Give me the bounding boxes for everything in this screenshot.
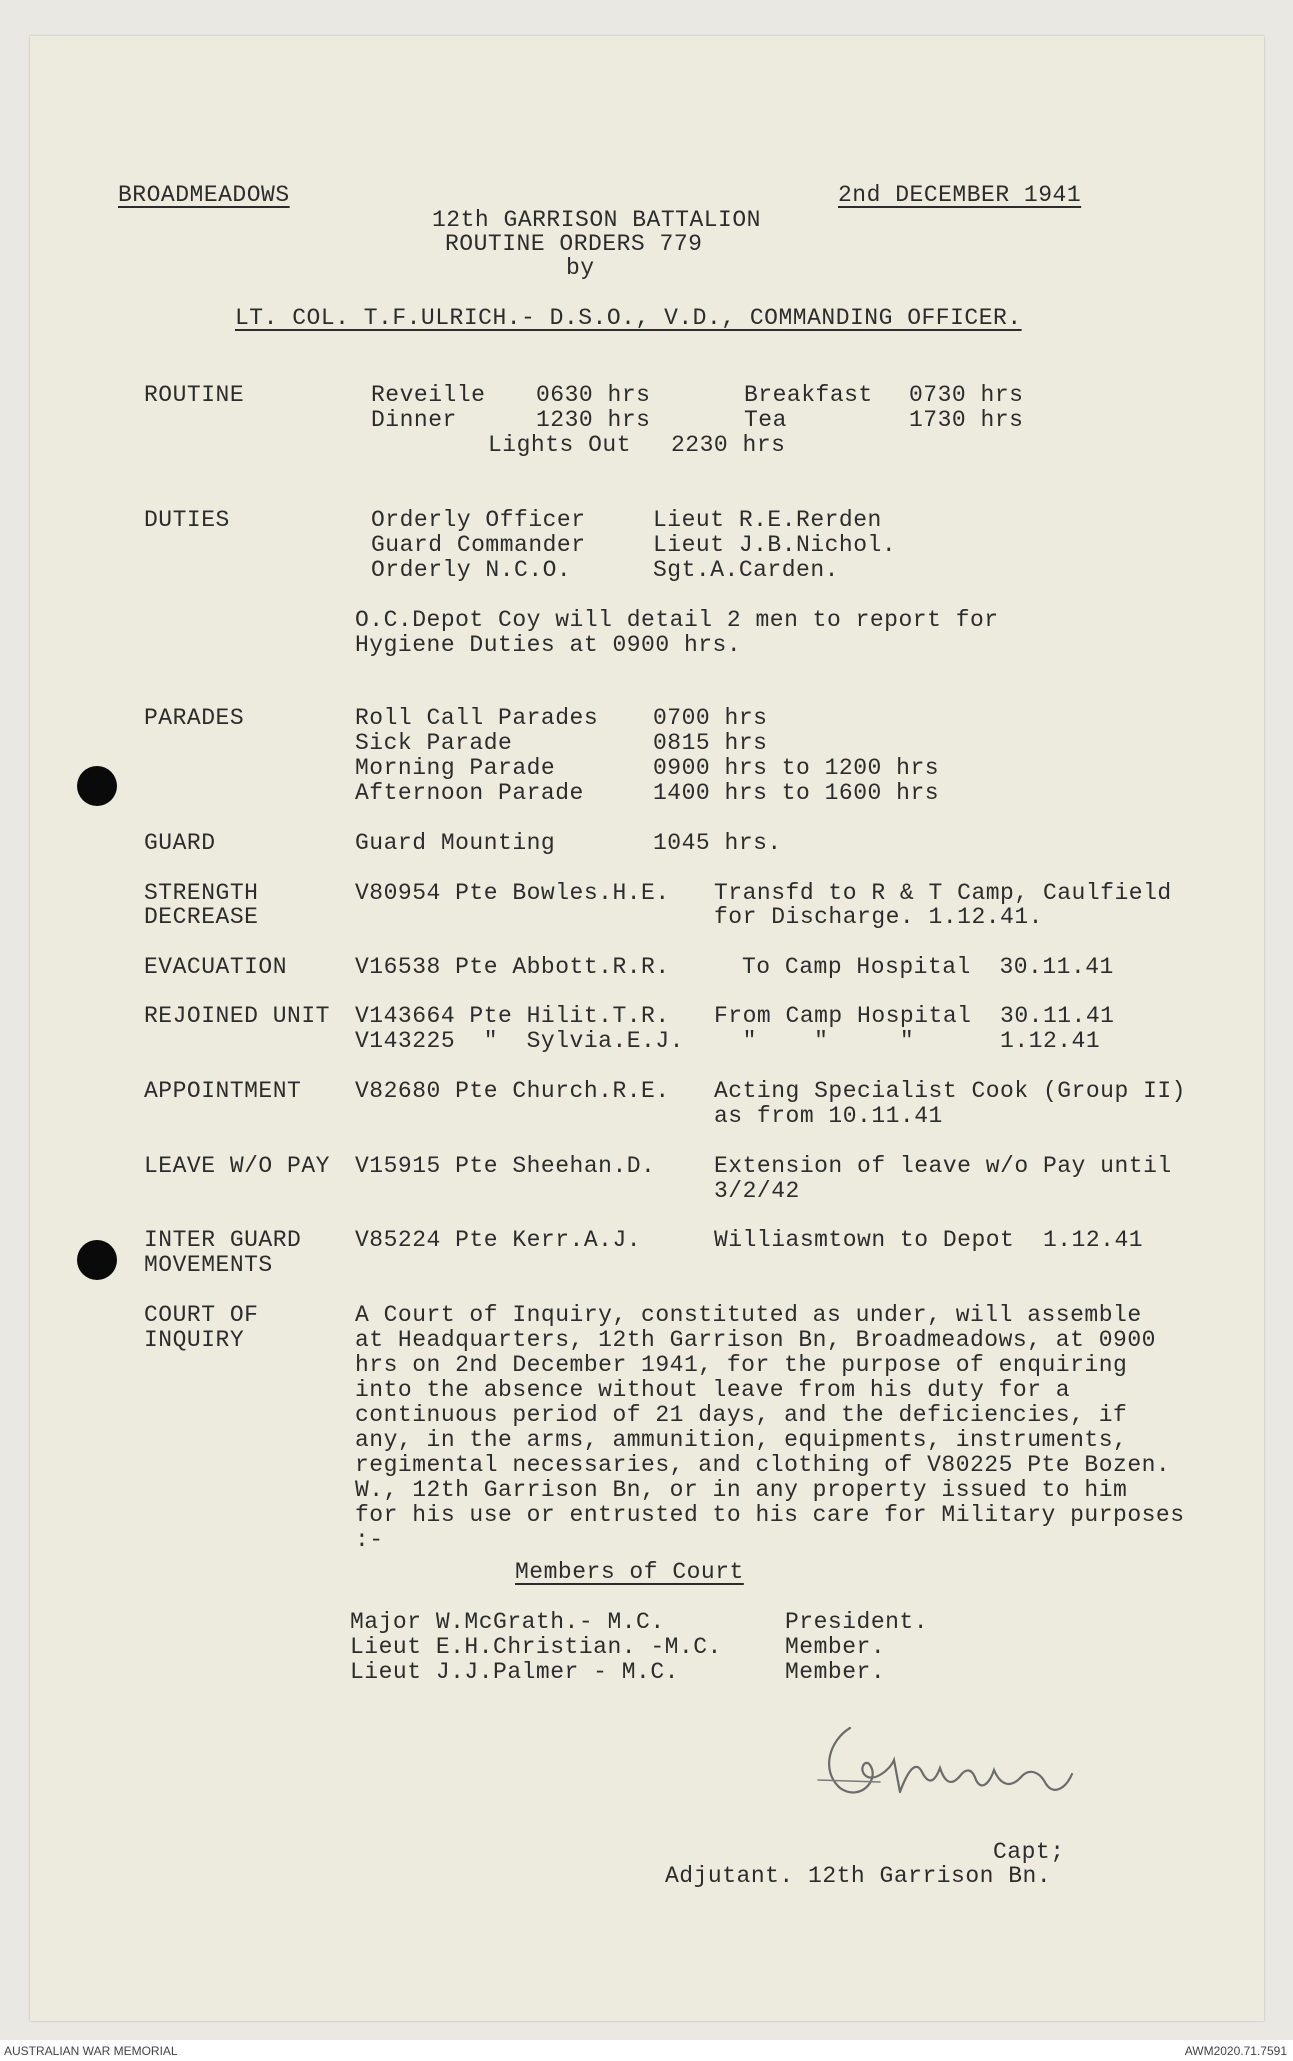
punch-hole — [77, 766, 117, 806]
member-role: Member. — [785, 1634, 886, 1660]
duty-name: Sgt.A.Carden. — [653, 557, 839, 583]
parade-time: 1400 hrs to 1600 hrs — [653, 780, 940, 806]
punch-hole — [77, 1240, 117, 1280]
duty-role: Guard Commander — [371, 532, 586, 558]
court-text-line: continuous period of 21 days, and the deficiencies, if — [355, 1402, 1128, 1428]
evacuation-soldier: V16538 Pte Abbott.R.R. — [355, 954, 670, 980]
rejoined-detail: " " " 1.12.41 — [714, 1028, 1101, 1054]
rejoined-detail: From Camp Hospital 30.11.41 — [714, 1003, 1115, 1029]
court-text-line: A Court of Inquiry, constituted as under, will assemble — [355, 1302, 1142, 1328]
lights-out-time: 2230 hrs — [671, 432, 786, 458]
court-text-line: for his use or entrusted to his care for Military purposes — [355, 1502, 1185, 1528]
decrease-label: DECREASE — [144, 904, 259, 930]
member-name: Lieut E.H.Christian. -M.C. — [350, 1634, 722, 1660]
member-role: President. — [785, 1609, 929, 1635]
rejoined-soldier: V143225 " Sylvia.E.J. — [355, 1028, 684, 1054]
leave-detail: 3/2/42 — [714, 1178, 800, 1204]
inquiry-label: INQUIRY — [144, 1327, 245, 1353]
strength-detail: Transfd to R & T Camp, Caulfield — [714, 880, 1172, 906]
reveille-time: 0630 hrs — [536, 382, 651, 408]
tea-time: 1730 hrs — [909, 407, 1024, 433]
members-title: Members of Court — [515, 1559, 744, 1585]
duty-role: Orderly N.C.O. — [371, 557, 572, 583]
tea: Tea — [744, 407, 787, 433]
appointment-detail: as from 10.11.41 — [714, 1103, 943, 1129]
court-text-line: hrs on 2nd December 1941, for the purpose of enquiring — [355, 1352, 1128, 1378]
appointment-label: APPOINTMENT — [144, 1078, 302, 1104]
parade-name: Sick Parade — [355, 730, 513, 756]
inter-guard-label: INTER GUARD — [144, 1227, 302, 1253]
location: BROADMEADOWS — [118, 182, 290, 208]
leave-label: LEAVE W/O PAY — [144, 1153, 330, 1179]
duty-role: Orderly Officer — [371, 507, 586, 533]
court-text-line: W., 12th Garrison Bn, or in any property issued to him — [355, 1477, 1128, 1503]
parade-time: 0900 hrs to 1200 hrs — [653, 755, 940, 781]
leave-soldier: V15915 Pte Sheehan.D. — [355, 1153, 656, 1179]
member-role: Member. — [785, 1659, 886, 1685]
parades-label: PARADES — [144, 705, 245, 731]
dinner: Dinner — [371, 407, 457, 433]
footer-left: AUSTRALIAN WAR MEMORIAL — [4, 2044, 178, 2058]
parade-name: Morning Parade — [355, 755, 556, 781]
member-name: Lieut J.J.Palmer - M.C. — [350, 1659, 679, 1685]
strength-soldier: V80954 Pte Bowles.H.E. — [355, 880, 670, 906]
document-date: 2nd DECEMBER 1941 — [838, 182, 1082, 208]
dinner-time: 1230 hrs — [536, 407, 651, 433]
parade-name: Afternoon Parade — [355, 780, 584, 806]
parade-time: 0815 hrs — [653, 730, 768, 756]
lights-out: Lights Out — [488, 432, 632, 458]
guard-label: GUARD — [144, 830, 216, 856]
signatory-rank: Capt; — [993, 1839, 1065, 1865]
strength-detail: for Discharge. 1.12.41. — [714, 904, 1043, 930]
duty-name: Lieut R.E.Rerden — [653, 507, 882, 533]
duties-label: DUTIES — [144, 507, 230, 533]
rejoined-label: REJOINED UNIT — [144, 1003, 330, 1029]
parade-name: Roll Call Parades — [355, 705, 599, 731]
handwritten-signature — [810, 1710, 1150, 1820]
court-text-line: regimental necessaries, and clothing of V80225 Pte Bozen. — [355, 1452, 1171, 1478]
strength-label: STRENGTH — [144, 880, 259, 906]
guard-time: 1045 hrs. — [653, 830, 782, 856]
inter-guard-detail: Williasmtown to Depot 1.12.41 — [714, 1227, 1144, 1253]
breakfast: Breakfast — [744, 382, 873, 408]
member-name: Major W.McGrath.- M.C. — [350, 1609, 665, 1635]
court-text-line: into the absence without leave from his duty for a — [355, 1377, 1071, 1403]
court-text-line: :- — [355, 1527, 384, 1553]
duties-note: O.C.Depot Coy will detail 2 men to report for — [355, 607, 999, 633]
unit-title: 12th GARRISON BATTALION — [432, 207, 761, 233]
parade-time: 0700 hrs — [653, 705, 768, 731]
breakfast-time: 0730 hrs — [909, 382, 1024, 408]
movements-label: MOVEMENTS — [144, 1252, 273, 1278]
inter-guard-soldier: V85224 Pte Kerr.A.J. — [355, 1227, 642, 1253]
evacuation-label: EVACUATION — [144, 954, 288, 980]
commanding-officer: LT. COL. T.F.ULRICH.- D.S.O., V.D., COMMANDING OFFICER. — [235, 305, 1022, 331]
orders-title: ROUTINE ORDERS 779 — [445, 231, 703, 257]
reveille: Reveille — [371, 382, 486, 408]
appointment-detail: Acting Specialist Cook (Group II) — [714, 1078, 1186, 1104]
rejoined-soldier: V143664 Pte Hilit.T.R. — [355, 1003, 670, 1029]
court-text-line: any, in the arms, ammunition, equipments, instruments, — [355, 1427, 1128, 1453]
by-line: by — [566, 255, 595, 281]
signatory-title: Adjutant. 12th Garrison Bn. — [665, 1863, 1052, 1889]
duty-name: Lieut J.B.Nichol. — [653, 532, 897, 558]
court-label: COURT OF — [144, 1302, 259, 1328]
court-text-line: at Headquarters, 12th Garrison Bn, Broadmeadows, at 0900 — [355, 1327, 1156, 1353]
appointment-soldier: V82680 Pte Church.R.E. — [355, 1078, 670, 1104]
guard-mounting: Guard Mounting — [355, 830, 556, 856]
leave-detail: Extension of leave w/o Pay until — [714, 1153, 1172, 1179]
duties-note: Hygiene Duties at 0900 hrs. — [355, 632, 742, 658]
routine-label: ROUTINE — [144, 382, 245, 408]
evacuation-detail: To Camp Hospital 30.11.41 — [742, 954, 1114, 980]
footer-right: AWM2020.71.7591 — [1184, 2044, 1287, 2058]
